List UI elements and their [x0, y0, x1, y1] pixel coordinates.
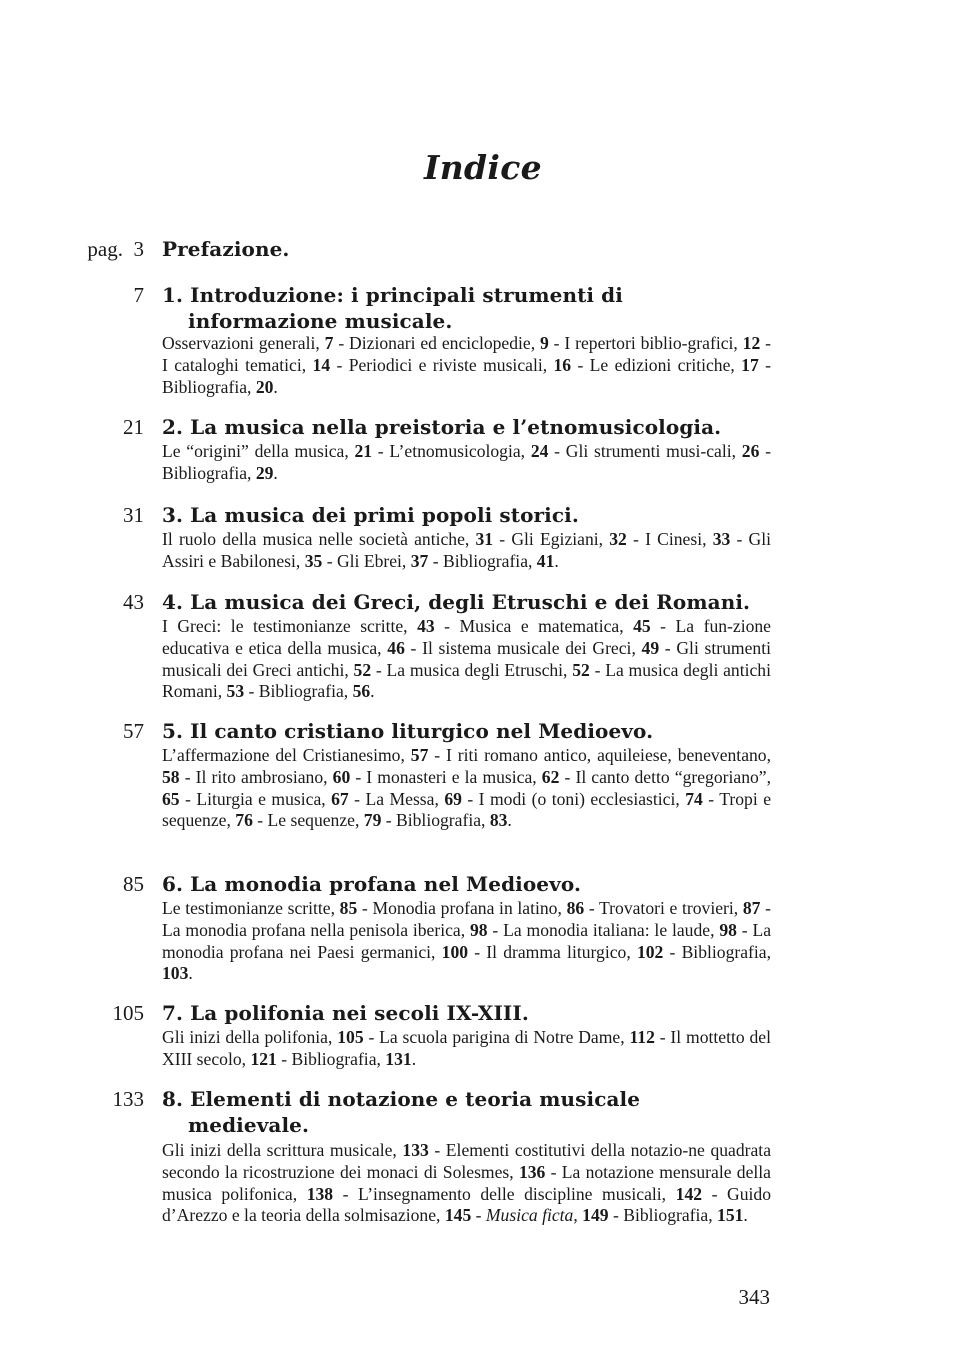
page-ref: 136	[518, 1161, 546, 1182]
page-ref: 145	[444, 1205, 472, 1226]
entry-description: Gli inizi della polifonia, 105 - La scuola parigina di Notre Dame, 112 - Il mottetto del XIII secolo, 121 - Bibliografia, 131.	[162, 1027, 771, 1069]
entry-heading: 4. La musica dei Greci, degli Etruschi e dei Romani.	[162, 590, 751, 614]
page-ref: 102	[636, 941, 664, 962]
entry-description: Gli inizi della scrittura musicale, 133 - Elementi costitutivi della notazio-ne quadrata secondo la ricostruzione dei monaci di Solesmes, 136 - La notazione mensurale della musica polifonica, 138 - L’insegnamento delle discipline musicali, 142 - Guido d’Arezzo e la teoria della solmisazione, 145 - Musica ficta, 149 - Bibliografia, 151.	[162, 1140, 772, 1226]
page-ref: 56	[352, 681, 371, 702]
page-ref: 60	[332, 766, 351, 787]
page-ref: 41	[536, 550, 555, 571]
page-ref: 83	[489, 810, 508, 831]
page-ref: 65	[162, 788, 180, 809]
entry-page-number: 21	[123, 415, 144, 439]
page-number: 343	[738, 1285, 770, 1309]
page-ref: 21	[354, 441, 373, 461]
page-ref: 58	[162, 766, 180, 787]
page-ref: 121	[250, 1048, 277, 1069]
entry-page-number: 43	[123, 590, 144, 614]
page-ref: 86	[566, 898, 585, 918]
entry-heading: Prefazione.	[162, 237, 290, 261]
page-ref: 52	[572, 659, 590, 680]
page-ref: 9	[540, 333, 549, 353]
page-ref: 16	[553, 354, 572, 375]
page-ref: 76	[235, 810, 253, 831]
page-ref: 87	[742, 898, 761, 918]
entry-page-number: 85	[123, 872, 144, 896]
page-ref: 49	[641, 637, 660, 658]
page-ref: 100	[441, 941, 469, 962]
page-ref: 98	[719, 919, 737, 940]
entry-heading: 3. La musica dei primi popoli storici.	[162, 503, 579, 527]
page-ref: 131	[385, 1048, 412, 1069]
entry-page-number: pag. 3	[87, 237, 144, 261]
page-ref: 57	[410, 745, 429, 765]
page-ref: 37	[410, 550, 429, 571]
page-ref: 14	[312, 354, 331, 375]
page-ref: 17	[741, 354, 759, 375]
entry-description: Il ruolo della musica nelle società antiche, 31 - Gli Egiziani, 32 - I Cinesi, 33 - Gli Assiri e Babilonesi, 35 - Gli Ebrei, 37 - Bibliografia, 41.	[162, 529, 772, 571]
page-ref: 35	[304, 550, 323, 571]
page-ref: 142	[675, 1183, 703, 1204]
entry-heading: 8. Elementi di notazione e teoria musicale medievale.	[162, 1087, 641, 1137]
page-ref: 45	[633, 616, 651, 636]
entry-description: I Greci: le testimonianze scritte, 43 - Musica e matematica, 45 - La fun-zione educativa e etica della musica, 46 - Il sistema musicale dei Greci, 49 - Gli strumenti musicali dei Greci antichi, 52 - La musica degli Etruschi, 52 - La musica degli antichi Romani, 53 - Bibliografia, 56.	[162, 616, 771, 702]
page-ref: 26	[741, 441, 760, 461]
entry-page-number: 105	[112, 1001, 144, 1025]
page-ref: 46	[387, 637, 405, 658]
page-ref: 33	[712, 529, 731, 549]
entry-description: L’affermazione del Cristianesimo, 57 - I riti romano antico, aquileiese, beneventano, 58 - Il rito ambrosiano, 60 - I monasteri e la musica, 62 - Il canto detto “gregoriano”, 65 - Liturgia e musica, 67 - La Messa, 69 - I modi (o toni) ecclesiastici, 74 - Tropi e sequenze, 76 - Le sequenze, 79 - Bibliografia, 83.	[162, 745, 772, 831]
page-ref: 67	[331, 788, 349, 809]
page-ref: 20	[255, 376, 274, 397]
entry-description: Osservazioni generali, 7 - Dizionari ed enciclopedie, 9 - I repertori biblio-grafici, 12 - I cataloghi tematici, 14 - Periodici e riviste musicali, 16 - Le edizioni critiche, 17 - Bibliografia, 20.	[162, 333, 771, 397]
page-ref: 103	[162, 963, 189, 984]
entry-description: Le “origini” della musica, 21 - L’etnomusicologia, 24 - Gli strumenti musi-cali, 26 - Bibliografia, 29.	[162, 441, 771, 483]
page-ref: 31	[475, 529, 494, 549]
page-ref: 52	[353, 659, 372, 680]
entry-heading: 7. La polifonia nei secoli IX-XIII.	[162, 1001, 529, 1025]
page-ref: 69	[444, 788, 462, 809]
page-ref: 151	[717, 1205, 744, 1226]
page-ref: 62	[541, 766, 560, 787]
page-ref: 133	[402, 1140, 429, 1160]
page-title: Indice	[424, 148, 542, 187]
page-ref: 29	[255, 462, 274, 483]
entry-heading: 2. La musica nella preistoria e l’etnomusicologia.	[162, 415, 722, 439]
page-ref: 149	[582, 1205, 609, 1226]
page-ref: 43	[417, 616, 435, 636]
page-ref: 74	[685, 788, 703, 809]
entry-page-number: 31	[123, 503, 144, 527]
page-ref: 138	[306, 1183, 334, 1204]
page-ref: 7	[324, 333, 334, 353]
page-ref: 112	[629, 1027, 655, 1047]
entry-heading: 6. La monodia profana nel Medioevo.	[162, 872, 582, 896]
page-ref: 105	[337, 1027, 364, 1047]
emphasis-text: Musica ficta	[485, 1205, 574, 1226]
page-ref: 98	[469, 919, 488, 940]
entry-page-number: 133	[112, 1087, 144, 1111]
entry-page-number: 57	[123, 719, 144, 743]
entry-heading: 5. Il canto cristiano liturgico nel Medioevo.	[162, 719, 654, 743]
page-ref: 53	[226, 681, 245, 702]
entry-heading: 1. Introduzione: i principali strumenti di informazione musicale.	[162, 283, 623, 333]
page-ref: 79	[363, 810, 382, 831]
page-ref: 32	[609, 529, 627, 549]
entry-page-number: 7	[133, 283, 144, 307]
page-ref: 85	[339, 898, 358, 918]
page-ref: 24	[530, 441, 549, 461]
page-ref: 12	[742, 333, 761, 353]
entry-description: Le testimonianze scritte, 85 - Monodia profana in latino, 86 - Trovatori e trovieri, 87 - La monodia profana nella penisola iberica, 98 - La monodia italiana: le laude, 98 - La monodia profana nei Paesi germanici, 100 - Il dramma liturgico, 102 - Bibliografia, 103.	[162, 898, 772, 984]
